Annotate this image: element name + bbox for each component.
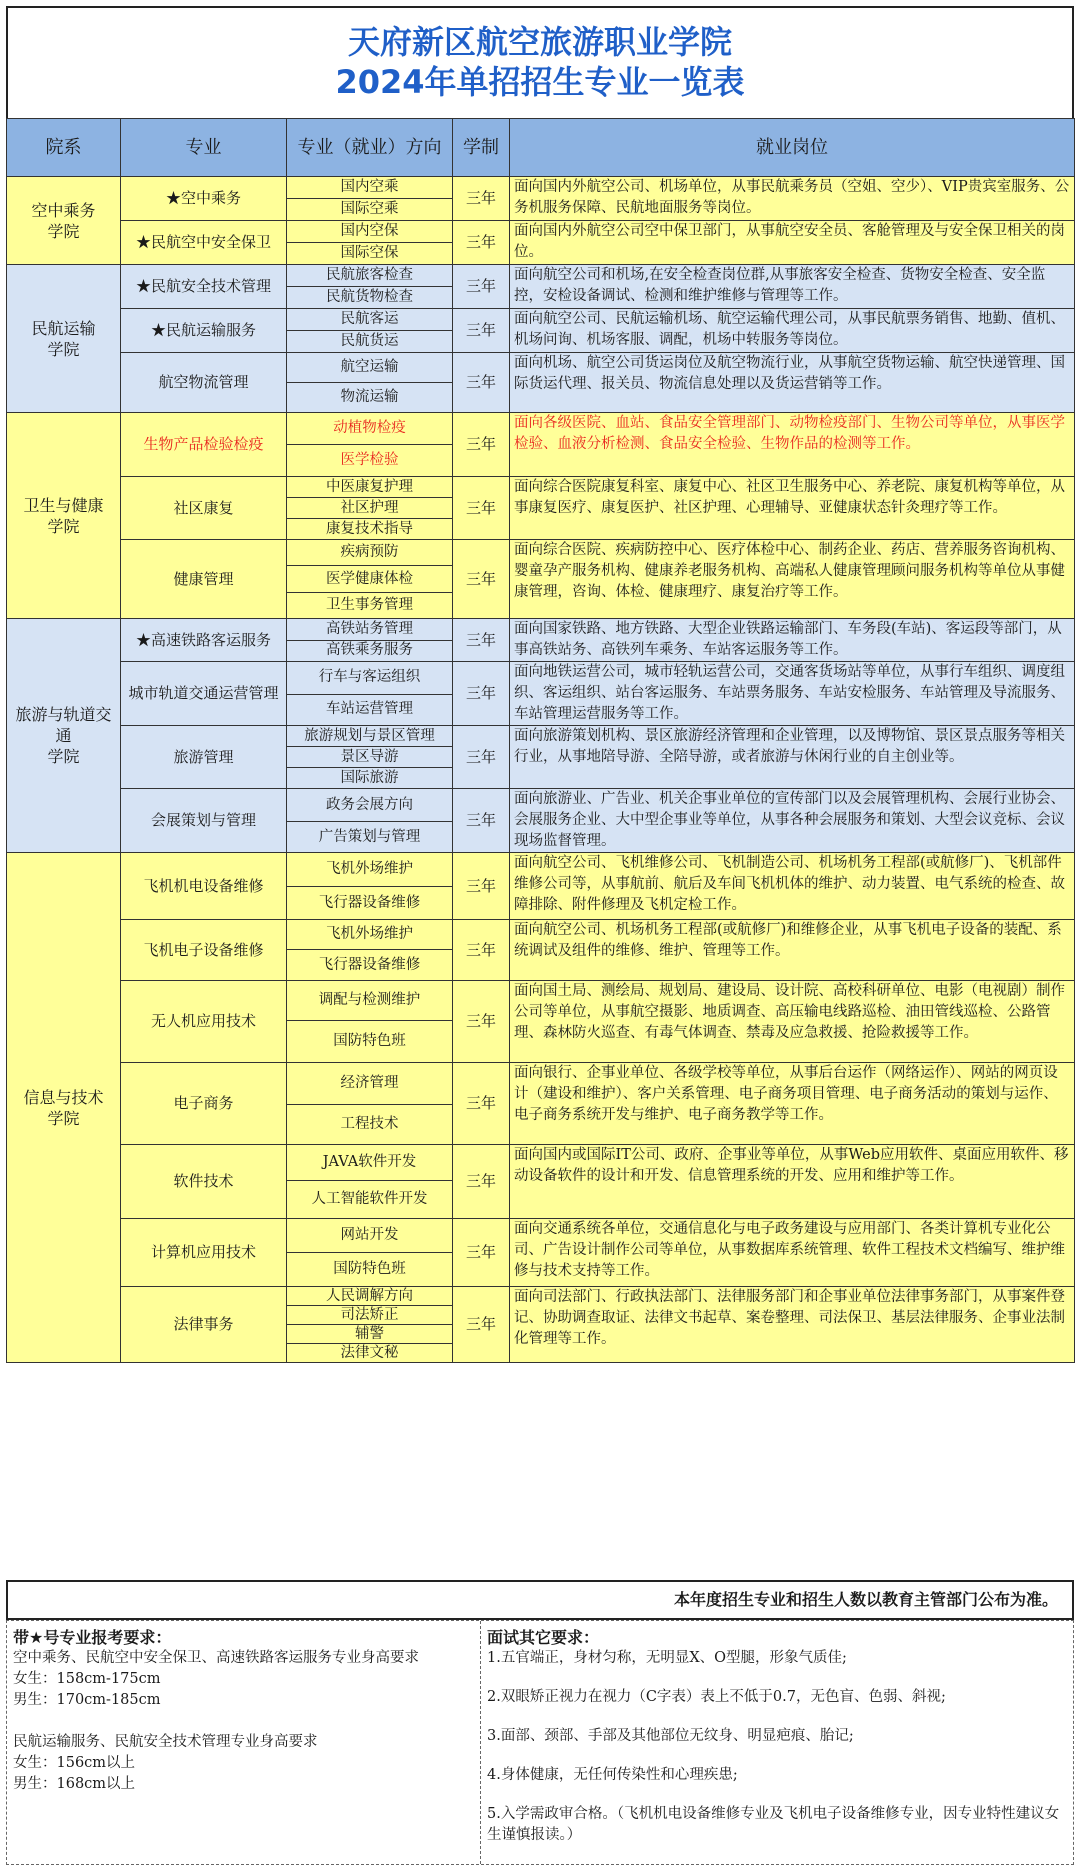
- dept-cell: 信息与技术 学院: [7, 853, 121, 1363]
- major-cell: 电子商务: [121, 1063, 287, 1145]
- direction-cell: 飞行器设备维修: [287, 887, 453, 920]
- table-row: [7, 265, 1075, 287]
- table-row: [7, 920, 1075, 950]
- table-row: [7, 853, 1075, 887]
- major-cell: 软件技术: [121, 1145, 287, 1219]
- interview-req-1: 1.五官端正，身材匀称，无明显X、O型腿，形象气质佳;: [487, 1650, 847, 1666]
- header-major: 专业: [121, 119, 287, 177]
- dept-cell: 卫生与健康 学院: [7, 413, 121, 619]
- major-cell: 计算机应用技术: [121, 1219, 287, 1287]
- years-cell: 三年: [453, 221, 510, 265]
- years-cell: 三年: [453, 413, 510, 477]
- height-req-female2: 女生：156cm以上: [13, 1755, 136, 1771]
- direction-cell: 医学检验: [287, 445, 453, 477]
- direction-cell: 景区导游: [287, 747, 453, 768]
- interview-req-5: 5.入学需政审合格。（飞机机电设备维修专业及飞机电子设备维修专业，因专业特性建议女生谨慎报读。）: [487, 1806, 1060, 1843]
- major-cell: ★民航运输服务: [121, 309, 287, 353]
- years-cell: 三年: [453, 1145, 510, 1219]
- dept-cell: 空中乘务 学院: [7, 177, 121, 265]
- years-cell: 三年: [453, 540, 510, 619]
- direction-cell: 国防特色班: [287, 1253, 453, 1287]
- jobs-cell: 面向航空公司、飞机维修公司、飞机制造公司、机场机务工程部(或航修厂)、飞机部件维修公司等，从事航前、航后及车间飞机机体的维护、动力装置、电气系统的检查、故障排除、附件修理及飞机定检工作。: [510, 853, 1075, 920]
- years-cell: 三年: [453, 353, 510, 413]
- direction-cell: 旅游规划与景区管理: [287, 726, 453, 747]
- table-row: [7, 981, 1075, 1021]
- direction-cell: 国际空乘: [287, 199, 453, 221]
- direction-cell: 民航货运: [287, 331, 453, 353]
- direction-cell: 政务会展方向: [287, 789, 453, 822]
- direction-cell: 人工智能软件开发: [287, 1181, 453, 1219]
- direction-cell: 广告策划与管理: [287, 822, 453, 853]
- major-cell: 会展策划与管理: [121, 789, 287, 853]
- direction-cell: 疾病预防: [287, 540, 453, 566]
- header-dept: 院系: [7, 119, 121, 177]
- height-req-male2: 男生：168cm以上: [13, 1776, 136, 1792]
- jobs-cell: 面向航空公司、机场机务工程部(或航修厂)和维修企业，从事飞机电子设备的装配、系统调试及组件的维修、维护、管理等工作。: [510, 920, 1075, 981]
- direction-cell: JAVA软件开发: [287, 1145, 453, 1181]
- jobs-cell: 面向综合医院康复科室、康复中心、社区卫生服务中心、养老院、康复机构等单位，从事康复医疗、康复医护、社区护理、心理辅导、亚健康状态针灸理疗等工作。: [510, 477, 1075, 540]
- direction-cell: 国内空保: [287, 221, 453, 243]
- height-req-heading: 带★号专业报考要求：: [13, 1628, 172, 1647]
- table-row: [7, 1287, 1075, 1306]
- years-cell: 三年: [453, 177, 510, 221]
- height-req-group1: 空中乘务、民航空中安全保卫、高速铁路客运服务专业身高要求: [13, 1650, 419, 1666]
- major-cell: 飞机电子设备维修: [121, 920, 287, 981]
- direction-cell: 中医康复护理: [287, 477, 453, 498]
- direction-cell: 民航旅客检查: [287, 265, 453, 287]
- header-direction: 专业（就业）方向: [287, 119, 453, 177]
- direction-cell: 经济管理: [287, 1063, 453, 1105]
- years-cell: 三年: [453, 1063, 510, 1145]
- header-jobs: 就业岗位: [510, 119, 1075, 177]
- table-row: [7, 662, 1075, 695]
- direction-cell: 航空运输: [287, 353, 453, 383]
- major-cell: 法律事务: [121, 1287, 287, 1363]
- major-cell: ★高速铁路客运服务: [121, 619, 287, 662]
- table-row: [7, 413, 1075, 445]
- years-cell: 三年: [453, 662, 510, 726]
- table-row: [7, 309, 1075, 331]
- direction-cell: 调配与检测维护: [287, 981, 453, 1021]
- jobs-cell: 面向旅游业、广告业、机关企事业单位的宣传部门以及会展管理机构、会展行业协会、会展服务企业、大中型企事业等单位，从事各种会展服务和策划、大型会议竞标、会议现场监督管理。: [510, 789, 1075, 853]
- years-cell: 三年: [453, 477, 510, 540]
- header-years: 学制: [453, 119, 510, 177]
- major-cell: 生物产品检验检疫: [121, 413, 287, 477]
- years-cell: 三年: [453, 265, 510, 309]
- jobs-cell: 面向国土局、测绘局、规划局、建设局、设计院、高校科研单位、电影（电视剧）制作公司等单位，从事航空摄影、地质调查、高压输电线路巡检、油田管线巡检、公路管理、森林防火巡查、有毒气体调查、禁毒及应急救援、抢险救援等工作。: [510, 981, 1075, 1063]
- requirements-section: [6, 1620, 1074, 1865]
- years-cell: 三年: [453, 1219, 510, 1287]
- jobs-cell: 面向综合医院、疾病防控中心、医疗体检中心、制药企业、药店、营养服务咨询机构、婴童孕产服务机构、健康养老服务机构、高端私人健康管理顾问服务机构等单位从事健康管理，咨询、体检、健康理疗、康复治疗等工作。: [510, 540, 1075, 619]
- direction-cell: 民航客运: [287, 309, 453, 331]
- direction-cell: 国际旅游: [287, 768, 453, 789]
- major-cell: 社区康复: [121, 477, 287, 540]
- majors-table: [6, 118, 1075, 1363]
- years-cell: 三年: [453, 920, 510, 981]
- major-cell: 飞机机电设备维修: [121, 853, 287, 920]
- direction-cell: 行车与客运组织: [287, 662, 453, 695]
- direction-cell: 司法矫正: [287, 1306, 453, 1325]
- direction-cell: 车站运营管理: [287, 694, 453, 726]
- direction-cell: 人民调解方向: [287, 1287, 453, 1306]
- major-cell: 旅游管理: [121, 726, 287, 789]
- direction-cell: 国际空保: [287, 243, 453, 265]
- direction-cell: 医学健康体检: [287, 566, 453, 593]
- direction-cell: 网站开发: [287, 1219, 453, 1253]
- jobs-cell: 面向国内或国际IT公司、政府、企事业等单位，从事Web应用软件、桌面应用软件、移动设备软件的设计和开发、信息管理系统的开发、应用和维护等工作。: [510, 1145, 1075, 1219]
- direction-cell: 民航货物检查: [287, 287, 453, 309]
- jobs-cell: 面向交通系统各单位，交通信息化与电子政务建设与应用部门、各类计算机专业化公司、广告设计制作公司等单位，从事数据库系统管理、软件工程技术文档编写、维护维修与技术支持等工作。: [510, 1219, 1075, 1287]
- direction-cell: 社区护理: [287, 498, 453, 519]
- jobs-cell: 面向银行、企事业单位、各级学校等单位，从事后台运作（网络运作）、网站的网页设计（建设和维护）、客户关系管理、电子商务项目管理、电子商务活动的策划与运作、电子商务系统开发与维护、电子商务教学等工作。: [510, 1063, 1075, 1145]
- years-cell: 三年: [453, 619, 510, 662]
- height-req-group2: 民航运输服务、民航安全技术管理专业身高要求: [13, 1734, 318, 1750]
- direction-cell: 飞行器设备维修: [287, 950, 453, 981]
- major-cell: 无人机应用技术: [121, 981, 287, 1063]
- table-row: [7, 477, 1075, 498]
- height-requirements: [7, 1621, 481, 1864]
- years-cell: 三年: [453, 789, 510, 853]
- years-cell: 三年: [453, 981, 510, 1063]
- jobs-cell: 面向航空公司、民航运输机场、航空运输代理公司，从事民航票务销售、地勤、值机、机场问询、机场客服、调配，机场中转服务等岗位。: [510, 309, 1075, 353]
- table-row: [7, 789, 1075, 822]
- interview-req-3: 3.面部、颈部、手部及其他部位无纹身、明显疤痕、胎记;: [487, 1728, 854, 1744]
- table-row: [7, 177, 1075, 199]
- direction-cell: 国防特色班: [287, 1021, 453, 1063]
- jobs-cell: 面向航空公司和机场,在安全检查岗位群,从事旅客安全检查、货物安全检查、安全监控，安检设备调试、检测和维护维修与管理等工作。: [510, 265, 1075, 309]
- major-cell: 城市轨道交通运营管理: [121, 662, 287, 726]
- direction-cell: 辅警: [287, 1325, 453, 1344]
- interview-req-heading: 面试其它要求：: [487, 1628, 600, 1647]
- major-cell: 健康管理: [121, 540, 287, 619]
- direction-cell: 物流运输: [287, 383, 453, 413]
- interview-requirements: [481, 1621, 1075, 1864]
- direction-cell: 高铁站务管理: [287, 619, 453, 641]
- major-cell: ★空中乘务: [121, 177, 287, 221]
- dept-cell: 民航运输 学院: [7, 265, 121, 413]
- table-row: [7, 221, 1075, 243]
- table-row: [7, 726, 1075, 747]
- direction-cell: 飞机外场维护: [287, 920, 453, 950]
- interview-req-4: 4.身体健康，无任何传染性和心理疾患;: [487, 1767, 738, 1783]
- dept-cell: 旅游与轨道交通 学院: [7, 619, 121, 853]
- direction-cell: 国内空乘: [287, 177, 453, 199]
- jobs-cell: 面向国家铁路、地方铁路、大型企业铁路运输部门、车务段(车站)、客运段等部门，从事高铁站务、高铁列车乘务、车站客运服务等工作。: [510, 619, 1075, 662]
- jobs-cell: 面向旅游策划机构、景区旅游经济管理和企业管理，以及博物馆、景区景点服务等相关行业，从事地陪导游、全陪导游，或者旅游与休闲行业的自主创业等。: [510, 726, 1075, 789]
- table-row: [7, 1145, 1075, 1181]
- years-cell: 三年: [453, 726, 510, 789]
- years-cell: 三年: [453, 1287, 510, 1363]
- table-row: [7, 353, 1075, 383]
- jobs-cell: 面向机场、航空公司货运岗位及航空物流行业，从事航空货物运输、航空快递管理、国际货运代理、报关员、物流信息处理以及货运营销等工作。: [510, 353, 1075, 413]
- table-header: [7, 119, 1075, 177]
- years-cell: 三年: [453, 309, 510, 353]
- table-row: [7, 540, 1075, 566]
- table-row: [7, 1063, 1075, 1105]
- direction-cell: 飞机外场维护: [287, 853, 453, 887]
- direction-cell: 康复技术指导: [287, 519, 453, 540]
- direction-cell: 动植物检疫: [287, 413, 453, 445]
- direction-cell: 高铁乘务服务: [287, 640, 453, 662]
- major-cell: 航空物流管理: [121, 353, 287, 413]
- jobs-cell: 面向国内外航空公司空中保卫部门，从事航空安全员、客舱管理及与安全保卫相关的岗位。: [510, 221, 1075, 265]
- jobs-cell: 面向国内外航空公司、机场单位，从事民航乘务员（空姐、空少）、VIP贵宾室服务、公务机服务保障、民航地面服务等岗位。: [510, 177, 1075, 221]
- page-title: 天府新区航空旅游职业学院: [347, 23, 732, 61]
- interview-req-2: 2.双眼矫正视力在视力（C字表）表上不低于0.7，无色盲、色弱、斜视;: [487, 1689, 946, 1705]
- title-block: [6, 6, 1074, 118]
- table-row: [7, 1219, 1075, 1253]
- direction-cell: 卫生事务管理: [287, 593, 453, 619]
- major-cell: ★民航安全技术管理: [121, 265, 287, 309]
- jobs-cell: 面向地铁运营公司，城市轻轨运营公司，交通客货场站等单位，从事行车组织、调度组织、客运组织、站台客运服务、车站票务服务、车站安检服务、车站管理及导流服务、车站管理运营服务等工作。: [510, 662, 1075, 726]
- page-subtitle: 2024年单招招生专业一览表: [335, 63, 745, 101]
- years-cell: 三年: [453, 853, 510, 920]
- footnote: 本年度招生专业和招生人数以教育主管部门公布为准。: [6, 1580, 1074, 1620]
- height-req-female1: 女生：158cm-175cm: [13, 1671, 161, 1687]
- jobs-cell: 面向各级医院、血站、食品安全管理部门、动物检疫部门、生物公司等单位，从事医学检验、血液分析检测、食品安全检验、生物作品的检测等工作。: [510, 413, 1075, 477]
- direction-cell: 工程技术: [287, 1105, 453, 1145]
- table-row: [7, 619, 1075, 641]
- major-cell: ★民航空中安全保卫: [121, 221, 287, 265]
- jobs-cell: 面向司法部门、行政执法部门、法律服务部门和企事业单位法律事务部门，从事案件登记、协助调查取证、法律文书起草、案卷整理、司法保卫、基层法律服务、企事业法制化管理等工作。: [510, 1287, 1075, 1363]
- height-req-male1: 男生：170cm-185cm: [13, 1692, 161, 1708]
- direction-cell: 法律文秘: [287, 1344, 453, 1363]
